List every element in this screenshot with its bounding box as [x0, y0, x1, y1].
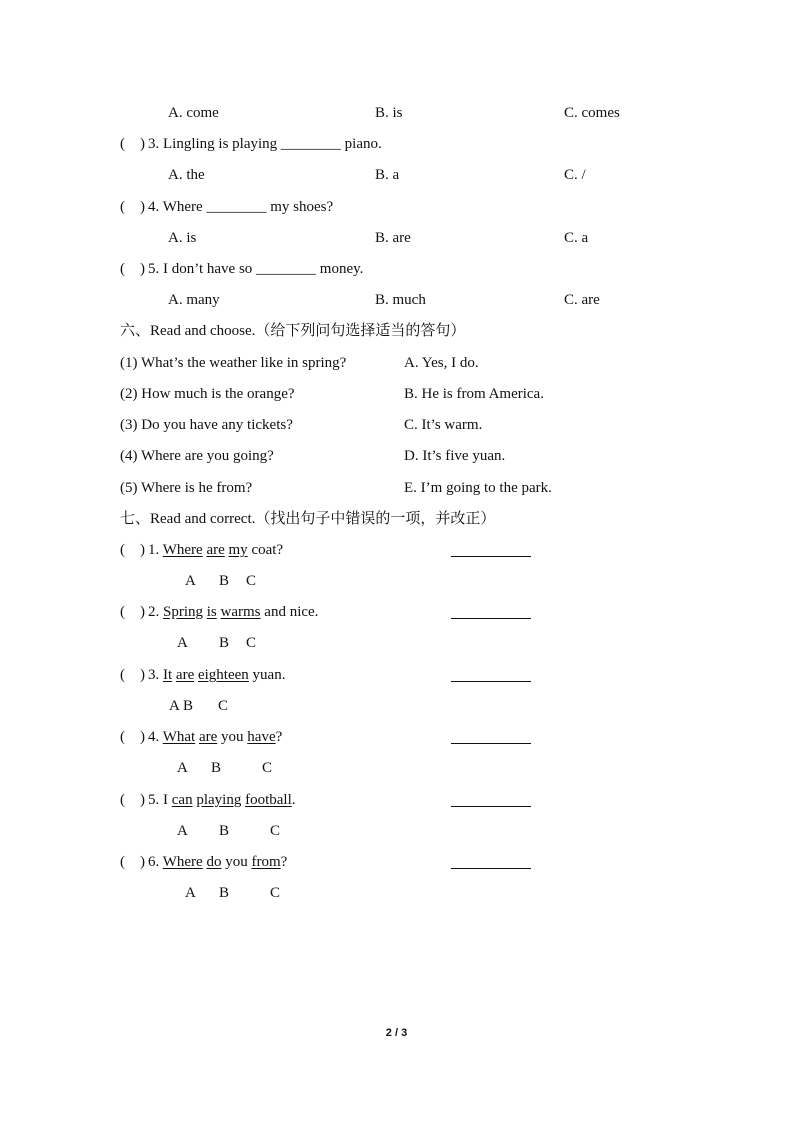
match-answer-c: C. It’s warm. — [404, 417, 483, 433]
option-c-word: warms — [220, 604, 261, 620]
item-3-letter-c: C — [218, 698, 229, 714]
item-number: 6. — [148, 854, 160, 870]
page-number: 2 / 3 — [385, 1027, 408, 1039]
option-a-word: can — [171, 792, 193, 808]
item-2-letter-a: A — [177, 635, 188, 651]
answer-paren[interactable]: ( ) — [120, 729, 145, 745]
correction-blank-1[interactable] — [451, 556, 531, 557]
option-b-word: are — [198, 729, 218, 745]
q3-option-c: C. / — [564, 167, 586, 183]
item-4-letter-b: B — [211, 760, 222, 776]
answer-paren[interactable]: ( ) — [120, 542, 145, 558]
item-1-letter-b: B — [219, 573, 230, 589]
sentence-word: I — [163, 792, 168, 808]
section-7-heading: 七、Read and correct.（找出句子中错误的一项，并改正） — [120, 511, 496, 527]
sentence-word: you — [221, 729, 244, 745]
correction-item-3 — [120, 666, 285, 684]
option-a-word: Where — [162, 854, 203, 870]
item-3-letter-a: A — [169, 698, 180, 714]
q2-option-b: B. is — [375, 105, 403, 121]
item-1-letter-a: A — [185, 573, 196, 589]
option-c-word: have — [247, 729, 276, 745]
answer-paren[interactable]: ( ) — [120, 667, 145, 683]
q5-option-b: B. much — [375, 292, 426, 308]
question-4 — [120, 198, 333, 216]
option-a-word: What — [162, 729, 196, 745]
answer-paren[interactable]: ( ) — [120, 604, 145, 620]
option-c-word: football — [245, 792, 292, 808]
option-b-word: is — [206, 604, 217, 620]
match-answer-d: D. It’s five yuan. — [404, 448, 506, 464]
item-4-letter-a: A — [177, 760, 188, 776]
option-c-word: from — [251, 854, 281, 870]
sentence-rest: ? — [275, 729, 283, 745]
match-answer-a: A. Yes, I do. — [404, 355, 479, 371]
item-3-letter-b: B — [183, 698, 194, 714]
correction-item-4 — [120, 728, 282, 746]
item-6-letter-c: C — [270, 885, 281, 901]
correction-blank-5[interactable] — [451, 806, 531, 807]
option-c-word: my — [228, 542, 248, 558]
item-6-letter-b: B — [219, 885, 230, 901]
item-1-letter-c: C — [246, 573, 257, 589]
correction-item-2 — [120, 603, 318, 621]
item-number: 3. — [148, 667, 160, 683]
item-5-letter-a: A — [177, 823, 188, 839]
item-number: 4. — [148, 729, 160, 745]
sentence-rest: yuan. — [252, 667, 286, 683]
item-number: 1. — [148, 542, 160, 558]
q2-option-a: A. come — [168, 105, 219, 121]
match-question-5: (5) Where is he from? — [120, 480, 253, 496]
q5-option-a: A. many — [168, 292, 220, 308]
sentence-word: you — [225, 854, 248, 870]
match-question-2: (2) How much is the orange? — [120, 386, 295, 402]
item-4-letter-c: C — [262, 760, 273, 776]
option-c-word: eighteen — [197, 667, 249, 683]
question-text: 5. I don’t have so ________ money. — [148, 261, 364, 277]
match-answer-b: B. He is from America. — [404, 386, 544, 402]
correction-item-6 — [120, 853, 287, 871]
section-6-heading: 六、Read and choose.（给下列问句选择适当的答句） — [120, 323, 466, 339]
answer-paren[interactable]: ( ) — [120, 199, 145, 215]
sentence-rest: ? — [280, 854, 288, 870]
item-5-letter-c: C — [270, 823, 281, 839]
q4-option-a: A. is — [168, 230, 197, 246]
item-number: 5. — [148, 792, 160, 808]
item-2-letter-b: B — [219, 635, 230, 651]
correction-blank-6[interactable] — [451, 868, 531, 869]
q2-option-c: C. comes — [564, 105, 620, 121]
item-5-letter-b: B — [219, 823, 230, 839]
answer-paren[interactable]: ( ) — [120, 261, 145, 277]
item-6-letter-a: A — [185, 885, 196, 901]
item-number: 2. — [148, 604, 160, 620]
q4-option-b: B. are — [375, 230, 411, 246]
option-b-word: are — [175, 667, 195, 683]
option-a-word: Where — [162, 542, 203, 558]
correction-blank-2[interactable] — [451, 618, 531, 619]
option-b-word: playing — [196, 792, 242, 808]
match-question-3: (3) Do you have any tickets? — [120, 417, 293, 433]
sentence-rest: and nice. — [264, 604, 319, 620]
match-question-4: (4) Where are you going? — [120, 448, 274, 464]
option-b-word: do — [206, 854, 222, 870]
correction-blank-4[interactable] — [451, 743, 531, 744]
sentence-rest: . — [291, 792, 296, 808]
question-5 — [120, 260, 363, 278]
q5-option-c: C. are — [564, 292, 600, 308]
sentence-rest: coat? — [251, 542, 284, 558]
q4-option-c: C. a — [564, 230, 589, 246]
question-text: 3. Lingling is playing ________ piano. — [148, 136, 382, 152]
match-question-1: (1) What’s the weather like in spring? — [120, 355, 347, 371]
question-text: 4. Where ________ my shoes? — [148, 199, 334, 215]
q3-option-b: B. a — [375, 167, 400, 183]
match-answer-e: E. I’m going to the park. — [404, 480, 552, 496]
option-a-word: Spring — [163, 604, 204, 620]
answer-paren[interactable]: ( ) — [120, 136, 145, 152]
answer-paren[interactable]: ( ) — [120, 792, 145, 808]
correction-blank-3[interactable] — [451, 681, 531, 682]
option-a-word: It — [163, 667, 173, 683]
correction-item-5 — [120, 791, 295, 809]
option-b-word: are — [206, 542, 225, 558]
item-2-letter-c: C — [246, 635, 257, 651]
correction-item-1 — [120, 541, 283, 559]
answer-paren[interactable]: ( ) — [120, 854, 145, 870]
question-3 — [120, 135, 382, 153]
q3-option-a: A. the — [168, 167, 205, 183]
